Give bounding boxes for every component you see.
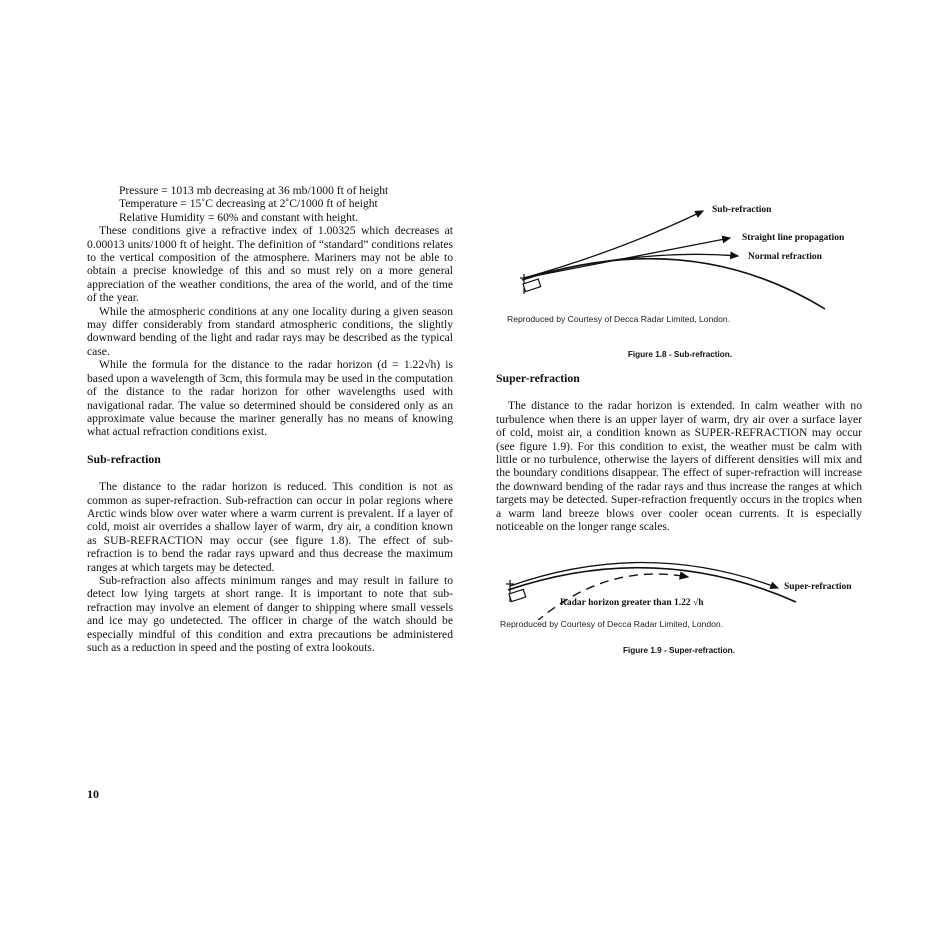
page-number: 10: [87, 787, 99, 801]
left-column: [87, 184, 453, 654]
paragraph: Sub-refraction also affects minimum ranges and may result in failure to detect low lying targets at short range. It is important to note that sub-refraction may involve an element of danger to shipping where small vessels and ice may go undetected. The officer in charge of the watch should be especially mindful of this condition and extra precautions be administered such as a reduction in speed and the posting of extra lookouts.: [87, 573, 453, 654]
earth-surface-curve: [508, 568, 796, 602]
condition-humidity: Relative Humidity = 60% and constant with height.: [119, 210, 359, 224]
figure-1-8-caption: Figure 1.8 - Sub-refraction.: [627, 350, 733, 359]
normal-refraction-ray: [524, 254, 738, 278]
label-super-refraction: Super-refraction: [784, 582, 852, 592]
horizon-formula: (d = 1.22√h): [377, 358, 441, 372]
super-refraction-ray: [510, 562, 778, 588]
radar-horizon-dashed-ray: [536, 574, 688, 620]
section-heading-sub-refraction: Sub-refraction: [87, 451, 161, 466]
section-heading-super-refraction: Super-refraction: [496, 371, 580, 385]
right-column: [496, 372, 862, 533]
paragraph-text: is based upon a wavelength of 3cm, this formula may be used in the computation of the distance to the radar horizon for other wavelengths used with navigational radar. The value so determined should be considered only as an approximate value because the mariner generally has no means of knowing what actual refraction conditions exist.: [87, 358, 453, 439]
paragraph: While the atmospheric conditions at any one locality during a given season may differ considerably from standard atmospheric conditions, the slightly downward bending of the light and radar rays may be described as the typical case.: [87, 304, 453, 358]
label-radar-horizon: Radar horizon greater than 1.22 √h: [560, 598, 704, 608]
figure-1-9-credit: Reproduced by Courtesy of Decca Radar Limited, London.: [500, 619, 724, 629]
label-straight-line: Straight line propagation: [742, 233, 845, 243]
figure-1-8-diagram: [500, 196, 870, 326]
sub-refraction-ray: [524, 211, 703, 278]
paragraph: The distance to the radar horizon is reduced. This condition is not as common as super-refraction. Sub-refraction can occur in polar regions where Arctic winds blow over water where a warm current is prevalent. If a layer of cold, moist air overrides a shallow layer of warm, dry air, a condition known as SUB-REFRACTION may occur (see figure 1.8). The effect of sub-refraction is to bend the radar rays upward and thus decrease the maximum ranges at which targets may be detected.: [87, 480, 453, 574]
figure-1-9-caption: Figure 1.9 - Super-refraction.: [623, 646, 735, 655]
paragraph: The distance to the radar horizon is extended. In calm weather with no turbulence when there is an upper layer of warm, dry air over a surface layer of cold, moist air, a condition known as SUPER-REFRACTION may occur (see figure 1.9). For this condition to exist, the weather must be calm with little or no turbulence, otherwise the layers of different densities will mix and the boundary conditions disappear. The effect of super-refraction will increase the downward bending of the radar rays and thus increase the ranges at which targets may be detected. Super-refraction frequently occurs in the tropics when a warm land breeze blows over cooler ocean currents. It is especially noticeable on the longer range scales.: [496, 399, 862, 534]
figure-1-8-credit: Reproduced by Courtesy of Decca Radar Limited, London.: [507, 314, 731, 324]
paragraph-formula: [87, 358, 453, 438]
earth-surface-curve: [522, 259, 825, 309]
paragraph-text: While the formula for the distance to the radar horizon: [99, 358, 373, 372]
condition-pressure: Pressure = 1013 mb decreasing at 36 mb/1000 ft of height: [119, 184, 389, 197]
paragraph: These conditions give a refractive index of 1.00325 which decreases at 0.00013 units/1000 ft of height. The definition of “standard” conditions relates to the vertical composition of the atmosphere. Mariners may not be able to obtain a precise knowledge of this and so must rely on a more general appreciation of the weather conditions, the area of the world, and of the time of the year.: [87, 224, 453, 305]
condition-temperature: Temperature = 15˚C decreasing at 2˚C/1000 ft of height: [119, 197, 378, 211]
figure-1-9-diagram: [496, 550, 866, 620]
label-normal-refraction: Normal refraction: [748, 252, 822, 262]
label-sub-refraction: Sub-refraction: [712, 205, 772, 215]
